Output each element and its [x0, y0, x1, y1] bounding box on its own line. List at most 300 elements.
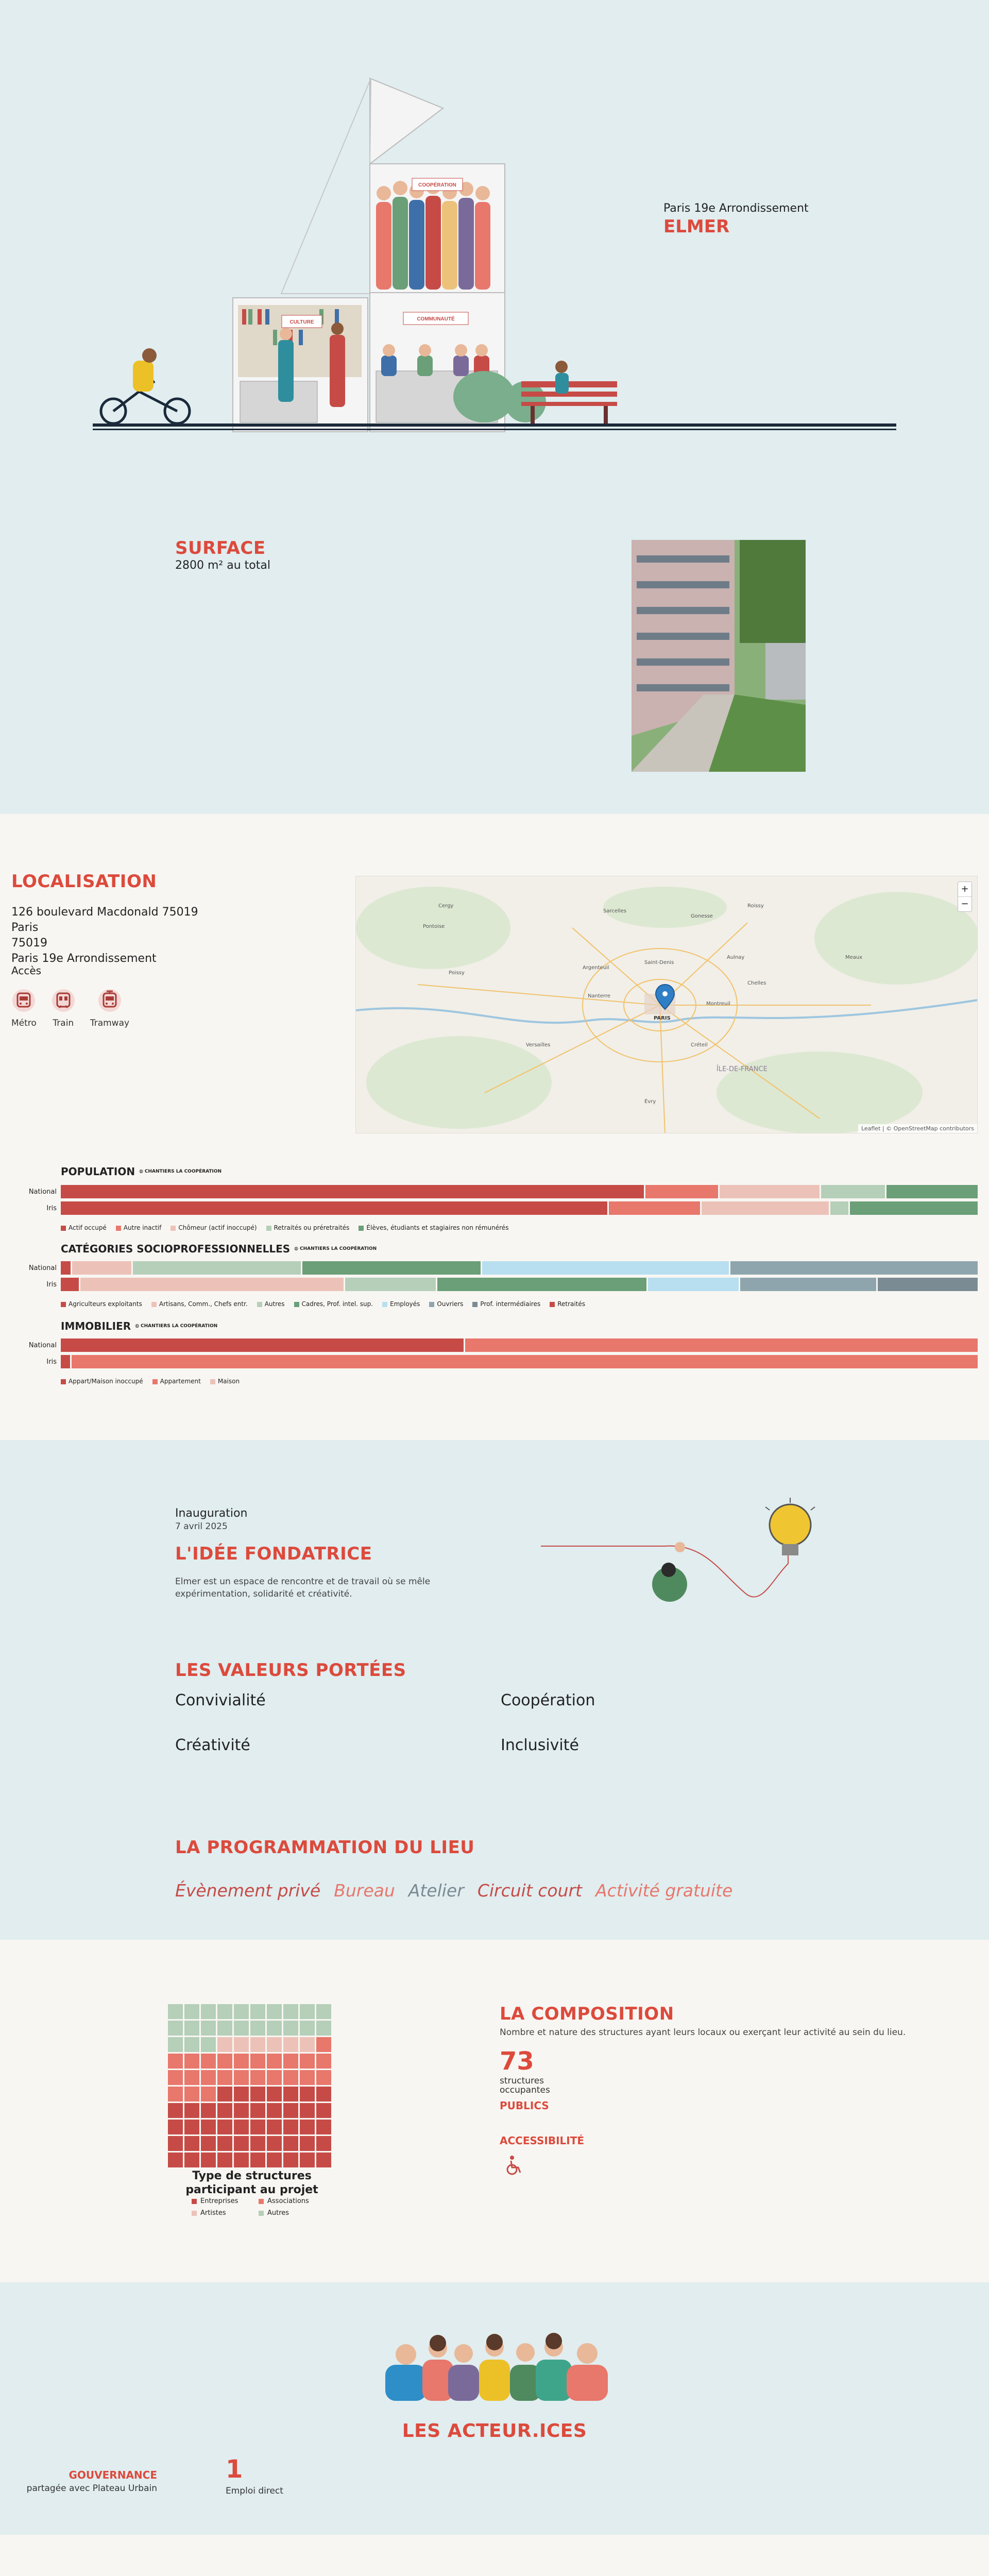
- waffle-cell[interactable]: [250, 2054, 265, 2069]
- csp-title-text: CATÉGORIES SOCIOPROFESSIONNELLES: [61, 1243, 291, 1255]
- waffle-cell[interactable]: [283, 2087, 298, 2102]
- waffle-cell[interactable]: [267, 2021, 282, 2036]
- waffle-cell[interactable]: [267, 2037, 282, 2052]
- composition-section: [0, 1940, 989, 2282]
- waffle-cell[interactable]: [201, 2021, 216, 2036]
- waffle-cell[interactable]: [184, 2087, 199, 2102]
- waffle-cell[interactable]: [300, 2103, 315, 2118]
- waffle-cell[interactable]: [201, 2136, 216, 2151]
- waffle-cell[interactable]: [300, 2037, 315, 2052]
- moyens-section: [0, 2535, 989, 2576]
- waffle-cell[interactable]: [217, 2103, 232, 2118]
- surface-title: SURFACE: [175, 538, 266, 558]
- waffle-cell[interactable]: [283, 2070, 298, 2085]
- waffle-cell[interactable]: [234, 2037, 249, 2052]
- accessibility-label: ACCESSIBILITÉ: [500, 2134, 585, 2147]
- immobilier-bar-iris: [61, 1355, 978, 1368]
- governance-title: GOUVERNANCE: [69, 2469, 157, 2481]
- waffle-cell[interactable]: [168, 2136, 183, 2151]
- map-place-montreuil: Montreuil: [706, 1001, 730, 1007]
- immobilier-row-iris: [19, 1355, 978, 1368]
- map-place-gonesse: Gonesse: [691, 913, 713, 919]
- bar-segment[interactable]: [61, 1278, 79, 1291]
- legend-label: Associations: [267, 2197, 309, 2205]
- legend-swatch: [550, 1302, 555, 1307]
- row-label: National: [28, 1341, 57, 1349]
- legend-item: [259, 2209, 326, 2217]
- waffle-cell[interactable]: [300, 2136, 315, 2151]
- waffle-cell[interactable]: [201, 2103, 216, 2118]
- waffle-cell[interactable]: [168, 2103, 183, 2118]
- immobilier-title-text: IMMOBILIER: [61, 1320, 131, 1332]
- source-badge: [139, 1169, 221, 1174]
- csp-bar-national: [61, 1261, 978, 1275]
- waffle-cell[interactable]: [201, 2153, 216, 2167]
- access-label: Accès: [11, 964, 42, 977]
- bar-segment[interactable]: [648, 1278, 739, 1291]
- waffle-cell[interactable]: [300, 2004, 315, 2019]
- bar-segment[interactable]: [345, 1278, 436, 1291]
- programmation-title: LA PROGRAMMATION DU LIEU: [175, 1837, 475, 1858]
- legend-label: Élèves, étudiants et stagiaires non rémunérés: [366, 1224, 509, 1231]
- waffle-cell[interactable]: [184, 2070, 199, 2085]
- metro-icon: [11, 988, 36, 1013]
- access-train: [51, 988, 76, 1028]
- waffle-cell[interactable]: [300, 2153, 315, 2167]
- source-icon: ◍: [294, 1246, 299, 1251]
- waffle-cell[interactable]: [283, 2136, 298, 2151]
- population-row-iris: [19, 1201, 978, 1215]
- legend-item: [61, 1378, 143, 1385]
- waffle-cell[interactable]: [283, 2021, 298, 2036]
- hero-section: [0, 0, 989, 814]
- legend-item: [61, 1300, 142, 1308]
- legend-swatch: [61, 1226, 66, 1231]
- waffle-cell[interactable]: [300, 2087, 315, 2102]
- waffle-cell[interactable]: [267, 2153, 282, 2167]
- bar-segment[interactable]: [61, 1185, 644, 1198]
- waffle-cell[interactable]: [250, 2087, 265, 2102]
- waffle-cell[interactable]: [300, 2120, 315, 2134]
- waffle-cell[interactable]: [168, 2087, 183, 2102]
- waffle-cell[interactable]: [250, 2103, 265, 2118]
- waffle-cell[interactable]: [250, 2120, 265, 2134]
- location-map[interactable]: [355, 876, 978, 1133]
- source-label: CHANTIERS LA COOPÉRATION: [144, 1169, 222, 1174]
- legend-swatch: [359, 1226, 364, 1231]
- programmation-item: Atelier: [408, 1880, 464, 1901]
- waffle-legend: [192, 2197, 326, 2217]
- map-place-versailles: Versailles: [526, 1042, 551, 1048]
- map-place-aulnay: Aulnay: [727, 955, 745, 960]
- waffle-cell[interactable]: [267, 2004, 282, 2019]
- legend-label: Appartement: [160, 1378, 201, 1385]
- waffle-cell[interactable]: [267, 2054, 282, 2069]
- map-zoom-control: [958, 882, 972, 912]
- legend-label: Maison: [217, 1378, 240, 1385]
- waffle-cell[interactable]: [201, 2054, 216, 2069]
- waffle-cell[interactable]: [201, 2070, 216, 2085]
- legend-swatch: [116, 1226, 121, 1231]
- waffle-cell[interactable]: [283, 2054, 298, 2069]
- waffle-cell[interactable]: [267, 2136, 282, 2151]
- structures-count-label: structures occupantes: [500, 2076, 550, 2095]
- legend-swatch: [192, 2199, 197, 2204]
- bar-segment[interactable]: [645, 1185, 718, 1198]
- bar-segment[interactable]: [730, 1261, 978, 1275]
- cooperation-sign: COOPÉRATION: [418, 182, 456, 188]
- waffle-cell[interactable]: [201, 2004, 216, 2019]
- map-place-argenteuil: Argenteuil: [583, 965, 609, 971]
- legend-swatch: [61, 1379, 66, 1384]
- waffle-cell[interactable]: [316, 2054, 331, 2069]
- legend-label: Actif occupé: [69, 1224, 107, 1231]
- legend-swatch: [382, 1302, 387, 1307]
- legend-label: Retraités ou préretraités: [274, 1224, 350, 1231]
- legend-swatch: [192, 2211, 197, 2216]
- population-row-national: [19, 1185, 978, 1198]
- map-place-paris: PARIS: [654, 1015, 671, 1021]
- map-place-pontoise: Pontoise: [423, 924, 445, 929]
- map-attribution[interactable]: Leaflet | © OpenStreetMap contributors: [858, 1124, 977, 1133]
- idea-title: L'IDÉE FONDATRICE: [175, 1544, 372, 1564]
- waffle-cell[interactable]: [168, 2120, 183, 2134]
- legend-label: Autres: [264, 1300, 285, 1308]
- surface-value: 2800 m² au total: [175, 559, 270, 572]
- waffle-cell[interactable]: [267, 2120, 282, 2134]
- legend-label: Appart/Maison inoccupé: [69, 1378, 143, 1385]
- bar-segment[interactable]: [850, 1201, 978, 1215]
- bar-segment[interactable]: [886, 1185, 978, 1198]
- map-place-chelles: Chelles: [747, 980, 766, 986]
- communaute-sign: COMMUNAUTÉ: [417, 316, 455, 322]
- culture-sign: CULTURE: [289, 319, 314, 325]
- map-place-evry: Évry: [644, 1099, 656, 1105]
- map-place-idf: ÎLE-DE-FRANCE: [717, 1065, 768, 1073]
- waffle-cell[interactable]: [250, 2004, 265, 2019]
- waffle-cell[interactable]: [168, 2004, 183, 2019]
- waffle-cell[interactable]: [283, 2004, 298, 2019]
- row-label: National: [28, 1188, 57, 1196]
- waffle-cell[interactable]: [217, 2054, 232, 2069]
- source-label: CHANTIERS LA COOPÉRATION: [300, 1246, 377, 1251]
- population-title: [61, 1165, 221, 1178]
- csp-row-national: [19, 1261, 978, 1275]
- waffle-cell[interactable]: [217, 2120, 232, 2134]
- source-icon: ◍: [139, 1169, 143, 1174]
- bar-segment[interactable]: [465, 1338, 978, 1352]
- waffle-cell[interactable]: [234, 2021, 249, 2036]
- governance-subtitle: partagée avec Plateau Urbain: [26, 2483, 157, 2494]
- publics-label: PUBLICS: [500, 2099, 549, 2112]
- waffle-title: Type de structures participant au projet: [185, 2170, 318, 2196]
- waffle-cell[interactable]: [184, 2037, 199, 2052]
- structures-count: 73: [500, 2047, 534, 2076]
- population-title-text: POPULATION: [61, 1165, 135, 1178]
- population-bar-iris: [61, 1201, 978, 1215]
- bar-segment[interactable]: [482, 1261, 729, 1275]
- waffle-cell[interactable]: [316, 2037, 331, 2052]
- bar-segment[interactable]: [61, 1338, 464, 1352]
- row-label: Iris: [46, 1358, 57, 1366]
- waffle-cell[interactable]: [300, 2021, 315, 2036]
- legend-item: [116, 1224, 162, 1231]
- map-place-cergy: Cergy: [438, 903, 454, 909]
- location-title: LOCALISATION: [11, 871, 157, 892]
- legend-item: [359, 1224, 508, 1231]
- legend-label: Artisans, Comm., Chefs entr.: [159, 1300, 248, 1308]
- waffle-cell[interactable]: [267, 2070, 282, 2085]
- waffle-cell[interactable]: [184, 2136, 199, 2151]
- address-postcode: 75019: [11, 937, 47, 950]
- composition-title: LA COMPOSITION: [500, 2004, 674, 2024]
- address-district: Paris 19e Arrondissement: [11, 952, 157, 965]
- map-place-sarcelles: Sarcelles: [603, 908, 626, 914]
- source-badge: [294, 1246, 377, 1251]
- bar-segment[interactable]: [830, 1201, 848, 1215]
- row-label: Iris: [46, 1280, 57, 1289]
- waffle-cell[interactable]: [217, 2136, 232, 2151]
- map-place-creteil: Créteil: [691, 1042, 708, 1048]
- place-name: ELMER: [663, 216, 730, 237]
- legend-item: [382, 1300, 420, 1308]
- map-place-roissy: Roissy: [747, 903, 764, 909]
- waffle-cell[interactable]: [184, 2120, 199, 2134]
- bar-segment[interactable]: [72, 1355, 978, 1368]
- bar-segment[interactable]: [80, 1278, 344, 1291]
- bar-segment[interactable]: [609, 1201, 700, 1215]
- waffle-cell[interactable]: [184, 2004, 199, 2019]
- immobilier-row-national: [19, 1338, 978, 1352]
- waffle-cell[interactable]: [234, 2103, 249, 2118]
- waffle-cell[interactable]: [316, 2070, 331, 2085]
- waffle-cell[interactable]: [250, 2070, 265, 2085]
- bar-segment[interactable]: [72, 1261, 131, 1275]
- legend-swatch: [257, 1302, 262, 1307]
- legend-label: Agriculteurs exploitants: [69, 1300, 142, 1308]
- legend-item: [210, 1378, 240, 1385]
- waffle-cell[interactable]: [267, 2087, 282, 2102]
- zoom-in-button[interactable]: +: [961, 884, 969, 894]
- city-label: Paris 19e Arrondissement: [663, 202, 809, 215]
- waffle-cell[interactable]: [217, 2004, 232, 2019]
- waffle-cell[interactable]: [168, 2054, 183, 2069]
- waffle-cell[interactable]: [234, 2004, 249, 2019]
- values-list: [175, 1691, 690, 1754]
- legend-label: Chômeur (actif inoccupé): [178, 1224, 257, 1231]
- bar-segment[interactable]: [61, 1201, 607, 1215]
- map-place-poissy: Poissy: [449, 970, 465, 976]
- inauguration-date: 7 avril 2025: [175, 1521, 228, 1532]
- hero-illustration: [0, 0, 989, 464]
- access-tram: [90, 988, 129, 1028]
- access-train-label: Train: [53, 1018, 74, 1028]
- waffle-cell[interactable]: [217, 2153, 232, 2167]
- legend-item: [170, 1224, 257, 1231]
- bar-segment[interactable]: [878, 1278, 978, 1291]
- csp-bar-iris: [61, 1278, 978, 1291]
- idea-description: Elmer est un espace de rencontre et de travail où se mêle expérimentation, solidarité et créativité.: [175, 1577, 431, 1599]
- waffle-cell[interactable]: [316, 2136, 331, 2151]
- waffle-cell[interactable]: [250, 2037, 265, 2052]
- waffle-cell[interactable]: [267, 2103, 282, 2118]
- waffle-cell[interactable]: [300, 2070, 315, 2085]
- tram-icon: [97, 988, 122, 1013]
- legend-label: Entreprises: [200, 2197, 238, 2205]
- legend-label: Retraités: [557, 1300, 586, 1308]
- legend-label: Artistes: [200, 2209, 226, 2217]
- legend-item: [257, 1300, 285, 1308]
- building-photo: [632, 540, 806, 772]
- map-place-saint-denis: Saint-Denis: [644, 960, 674, 965]
- waffle-cell[interactable]: [168, 2021, 183, 2036]
- legend-swatch: [61, 1302, 66, 1307]
- bar-segment[interactable]: [61, 1355, 70, 1368]
- waffle-cell[interactable]: [184, 2054, 199, 2069]
- value-item: Coopération: [501, 1691, 595, 1709]
- bar-segment[interactable]: [302, 1261, 480, 1275]
- waffle-cell[interactable]: [184, 2103, 199, 2118]
- legend-swatch: [170, 1226, 176, 1231]
- bar-segment[interactable]: [720, 1185, 820, 1198]
- waffle-cell[interactable]: [316, 2004, 331, 2019]
- waffle-cell[interactable]: [234, 2054, 249, 2069]
- inauguration-label: Inauguration: [175, 1507, 248, 1520]
- waffle-cell[interactable]: [250, 2136, 265, 2151]
- composition-subtitle: Nombre et nature des structures ayant leurs locaux ou exerçant leur activité au sein du lieu.: [500, 2027, 906, 2038]
- structures-waffle-chart: [168, 2004, 331, 2167]
- waffle-cell[interactable]: [217, 2021, 232, 2036]
- waffle-cell[interactable]: [283, 2103, 298, 2118]
- waffle-cell[interactable]: [184, 2153, 199, 2167]
- waffle-cell[interactable]: [316, 2120, 331, 2134]
- access-metro: [11, 988, 37, 1028]
- employment-count: 1: [226, 2455, 243, 2484]
- actors-illustration: [0, 2282, 989, 2416]
- csp-title: [61, 1243, 377, 1255]
- waffle-cell[interactable]: [283, 2153, 298, 2167]
- programmation-item: Circuit court: [477, 1880, 583, 1901]
- actors-section: [0, 2282, 989, 2535]
- legend-label: Autre inactif: [123, 1224, 162, 1231]
- waffle-cell[interactable]: [234, 2153, 249, 2167]
- address-street: 126 boulevard Macdonald 75019 Paris: [11, 906, 198, 934]
- immobilier-legend: [61, 1378, 240, 1385]
- map-place-meaux: Meaux: [845, 955, 863, 960]
- legend-item: [429, 1300, 463, 1308]
- actors-title: LES ACTEUR.ICES: [402, 2420, 587, 2442]
- value-item: Inclusivité: [501, 1736, 579, 1754]
- waffle-cell[interactable]: [201, 2120, 216, 2134]
- bar-segment[interactable]: [702, 1201, 829, 1215]
- idea-section: [0, 1440, 989, 1940]
- legend-swatch: [151, 1302, 157, 1307]
- waffle-cell[interactable]: [234, 2136, 249, 2151]
- legend-swatch: [294, 1302, 299, 1307]
- waffle-cell[interactable]: [217, 2037, 232, 2052]
- bar-segment[interactable]: [133, 1261, 301, 1275]
- lightbulb-illustration: [536, 1497, 845, 1620]
- csp-row-iris: [19, 1278, 978, 1291]
- source-label: CHANTIERS LA COOPÉRATION: [141, 1324, 218, 1329]
- programmation-list: [175, 1880, 732, 1901]
- bar-segment[interactable]: [740, 1278, 876, 1291]
- waffle-cell[interactable]: [250, 2021, 265, 2036]
- legend-item: [294, 1300, 373, 1308]
- legend-swatch: [429, 1302, 434, 1307]
- legend-label: Autres: [267, 2209, 289, 2217]
- waffle-cell[interactable]: [217, 2070, 232, 2085]
- waffle-cell[interactable]: [168, 2153, 183, 2167]
- legend-item: [259, 2197, 326, 2205]
- map-place-nanterre: Nanterre: [588, 993, 610, 999]
- programmation-item: Évènement privé: [175, 1880, 321, 1901]
- waffle-cell[interactable]: [201, 2087, 216, 2102]
- waffle-cell[interactable]: [316, 2153, 331, 2167]
- waffle-cell[interactable]: [300, 2054, 315, 2069]
- legend-swatch: [472, 1302, 478, 1307]
- legend-item: [192, 2209, 259, 2217]
- source-badge: [135, 1324, 217, 1329]
- bar-segment[interactable]: [437, 1278, 646, 1291]
- waffle-cell[interactable]: [234, 2087, 249, 2102]
- legend-label: Ouvriers: [437, 1300, 464, 1308]
- legend-item: [151, 1300, 248, 1308]
- waffle-cell[interactable]: [184, 2021, 199, 2036]
- waffle-cell[interactable]: [250, 2153, 265, 2167]
- wheelchair-icon: [505, 2155, 522, 2176]
- legend-swatch: [210, 1379, 215, 1384]
- legend-label: Employés: [390, 1300, 420, 1308]
- immobilier-title: [61, 1320, 217, 1332]
- value-item: Créativité: [175, 1736, 250, 1754]
- zoom-out-button[interactable]: −: [958, 896, 971, 911]
- waffle-cell[interactable]: [316, 2087, 331, 2102]
- waffle-cell[interactable]: [168, 2037, 183, 2052]
- immobilier-bar-national: [61, 1338, 978, 1352]
- waffle-cell[interactable]: [217, 2087, 232, 2102]
- bar-segment[interactable]: [61, 1261, 71, 1275]
- waffle-cell[interactable]: [168, 2070, 183, 2085]
- population-legend: [61, 1224, 508, 1231]
- waffle-cell[interactable]: [316, 2021, 331, 2036]
- train-icon: [51, 988, 76, 1013]
- access-metro-label: Métro: [11, 1018, 37, 1028]
- legend-item: [550, 1300, 585, 1308]
- waffle-cell[interactable]: [234, 2120, 249, 2134]
- legend-swatch: [259, 2211, 264, 2216]
- waffle-cell[interactable]: [283, 2120, 298, 2134]
- values-title: LES VALEURS PORTÉES: [175, 1660, 406, 1681]
- waffle-cell[interactable]: [283, 2037, 298, 2052]
- location-section: [0, 814, 989, 1440]
- row-label: National: [28, 1264, 57, 1272]
- map-tiles: [356, 876, 978, 1133]
- bar-segment[interactable]: [821, 1185, 885, 1198]
- legend-swatch: [259, 2199, 264, 2204]
- legend-swatch: [152, 1379, 158, 1384]
- address: [11, 905, 228, 967]
- legend-item: [192, 2197, 259, 2205]
- legend-item: [266, 1224, 350, 1231]
- legend-item: [61, 1224, 107, 1231]
- waffle-cell[interactable]: [201, 2037, 216, 2052]
- waffle-cell[interactable]: [234, 2070, 249, 2085]
- employment-label: Emploi direct: [226, 2486, 283, 2496]
- legend-item: [472, 1300, 540, 1308]
- waffle-cell[interactable]: [316, 2103, 331, 2118]
- csp-legend: [61, 1300, 585, 1308]
